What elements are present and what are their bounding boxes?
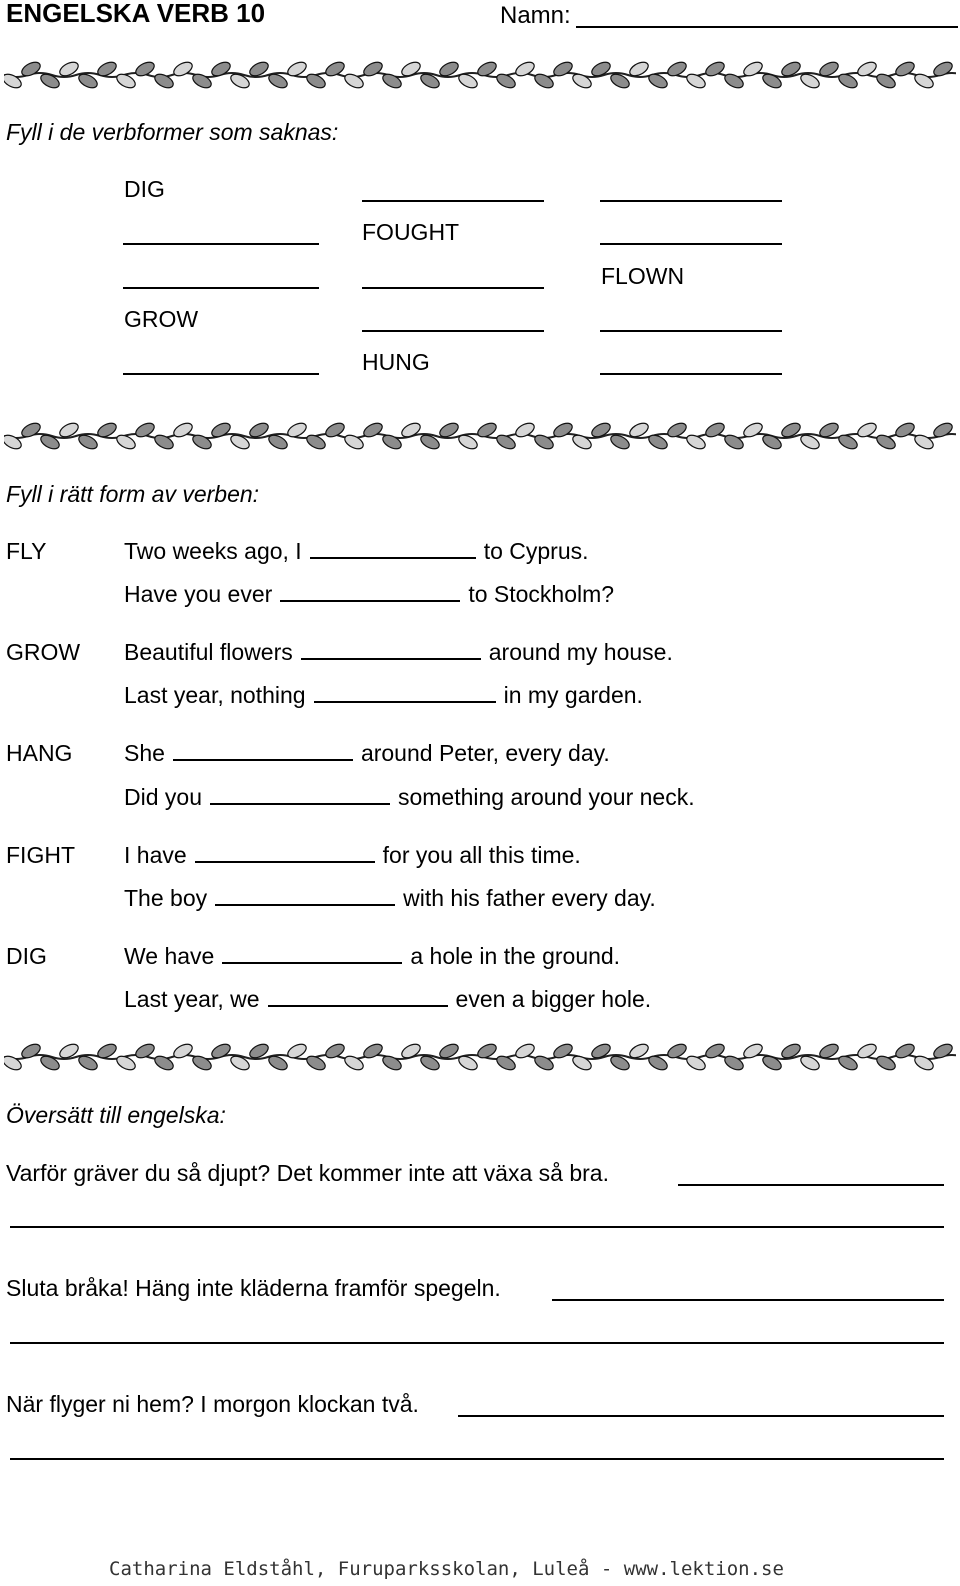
leaf-garland-divider bbox=[4, 419, 956, 453]
sentence-start: The boy bbox=[124, 885, 208, 911]
section-heading-missing-forms: Fyll i de verbformer som saknas: bbox=[6, 119, 339, 145]
answer-line[interactable] bbox=[10, 1458, 944, 1460]
sentence-end: to Stockholm? bbox=[468, 581, 615, 607]
name-label: Namn: bbox=[500, 2, 571, 29]
grid-blank[interactable] bbox=[362, 200, 544, 202]
leaf-ornament bbox=[533, 432, 556, 451]
leaf-ornament bbox=[894, 420, 917, 439]
grid-blank[interactable] bbox=[600, 373, 782, 375]
leaf-ornament bbox=[4, 432, 23, 451]
leaf-ornament bbox=[172, 1041, 195, 1060]
grid-word: FOUGHT bbox=[362, 219, 460, 245]
sentence-start: We have bbox=[124, 943, 215, 969]
leaf-ornament bbox=[172, 59, 195, 78]
sentence-row bbox=[124, 885, 656, 912]
sentence-start: Two weeks ago, I bbox=[124, 538, 302, 564]
grid-blank[interactable] bbox=[600, 200, 782, 202]
leaf-ornament bbox=[894, 59, 917, 78]
sentence-end: for you all this time. bbox=[382, 842, 581, 868]
answer-line[interactable] bbox=[552, 1299, 944, 1301]
answer-blank[interactable] bbox=[301, 658, 481, 660]
sentence-row bbox=[124, 986, 651, 1013]
sentence-end: to Cyprus. bbox=[483, 538, 589, 564]
leaf-ornament bbox=[4, 1053, 23, 1072]
sentence-row bbox=[124, 538, 589, 565]
leaf-garland-divider bbox=[4, 1040, 956, 1074]
sentence-start: She bbox=[124, 740, 165, 766]
translation-sentence: När flyger ni hem? I morgon klockan två. bbox=[6, 1391, 419, 1417]
answer-blank[interactable] bbox=[310, 557, 476, 559]
sentence-row bbox=[124, 784, 695, 811]
answer-blank[interactable] bbox=[215, 904, 395, 906]
grid-blank[interactable] bbox=[123, 373, 319, 375]
verb-label: FLY bbox=[6, 538, 47, 564]
sentence-start: Last year, nothing bbox=[124, 682, 306, 708]
sentence-end: around Peter, every day. bbox=[360, 740, 610, 766]
sentence-end: in my garden. bbox=[503, 682, 643, 708]
leaf-ornament bbox=[723, 432, 746, 451]
sentence-start: I have bbox=[124, 842, 187, 868]
grid-blank[interactable] bbox=[362, 330, 544, 332]
footer-credit: Catharina Eldståhl, Furuparksskolan, Luleå - www.lektion.se bbox=[109, 1558, 784, 1580]
answer-blank[interactable] bbox=[222, 962, 402, 964]
verb-label: DIG bbox=[6, 943, 47, 969]
answer-blank[interactable] bbox=[195, 861, 375, 863]
worksheet-title: ENGELSKA VERB 10 bbox=[6, 0, 266, 28]
sentence-row bbox=[124, 842, 581, 869]
sentence-end: something around your neck. bbox=[397, 784, 695, 810]
grid-blank[interactable] bbox=[362, 287, 544, 289]
leaf-ornament bbox=[723, 1053, 746, 1072]
leaf-ornament bbox=[172, 420, 195, 439]
sentence-end: a hole in the ground. bbox=[410, 943, 621, 969]
answer-blank[interactable] bbox=[173, 759, 353, 761]
answer-blank[interactable] bbox=[280, 600, 460, 602]
leaf-ornament bbox=[533, 1053, 556, 1072]
verb-label: GROW bbox=[6, 639, 81, 665]
grid-blank[interactable] bbox=[600, 243, 782, 245]
verb-label: FIGHT bbox=[6, 842, 75, 868]
translation-sentence: Varför gräver du så djupt? Det kommer inte att växa så bra. bbox=[6, 1160, 609, 1186]
sentence-start: Beautiful flowers bbox=[124, 639, 293, 665]
leaf-ornament bbox=[533, 71, 556, 90]
grid-blank[interactable] bbox=[123, 243, 319, 245]
section-heading-translate: Översätt till engelska: bbox=[6, 1102, 226, 1128]
leaf-ornament bbox=[723, 71, 746, 90]
leaf-ornament bbox=[894, 1041, 917, 1060]
verb-label: HANG bbox=[6, 740, 73, 766]
grid-word: GROW bbox=[124, 306, 199, 332]
sentence-row bbox=[124, 740, 610, 767]
sentence-row bbox=[124, 581, 614, 608]
answer-blank[interactable] bbox=[314, 701, 496, 703]
leaf-garland-divider bbox=[4, 58, 956, 92]
sentence-end: around my house. bbox=[488, 639, 673, 665]
sentence-row bbox=[124, 682, 643, 709]
leaf-ornament bbox=[343, 71, 366, 90]
grid-blank[interactable] bbox=[600, 330, 782, 332]
grid-word: FLOWN bbox=[601, 263, 685, 289]
sentence-start: Last year, we bbox=[124, 986, 260, 1012]
leaf-ornament bbox=[4, 71, 23, 90]
answer-line[interactable] bbox=[10, 1342, 944, 1344]
translation-sentence: Sluta bråka! Häng inte kläderna framför spegeln. bbox=[6, 1275, 501, 1301]
sentence-start: Have you ever bbox=[124, 581, 273, 607]
sentence-row bbox=[124, 943, 620, 970]
sentence-end: with his father every day. bbox=[403, 885, 656, 911]
answer-line[interactable] bbox=[458, 1415, 944, 1417]
grid-blank[interactable] bbox=[123, 287, 319, 289]
grid-word: HUNG bbox=[362, 349, 430, 375]
grid-word: DIG bbox=[124, 176, 165, 202]
answer-line[interactable] bbox=[678, 1184, 944, 1186]
sentence-row bbox=[124, 639, 673, 666]
answer-blank[interactable] bbox=[268, 1005, 448, 1007]
leaf-ornament bbox=[343, 432, 366, 451]
answer-line[interactable] bbox=[10, 1226, 944, 1228]
sentence-start: Did you bbox=[124, 784, 202, 810]
sentence-end: even a bigger hole. bbox=[455, 986, 652, 1012]
section-heading-correct-form: Fyll i rätt form av verben: bbox=[6, 481, 260, 507]
name-field-line[interactable] bbox=[576, 26, 958, 28]
leaf-ornament bbox=[343, 1053, 366, 1072]
answer-blank[interactable] bbox=[210, 803, 390, 805]
